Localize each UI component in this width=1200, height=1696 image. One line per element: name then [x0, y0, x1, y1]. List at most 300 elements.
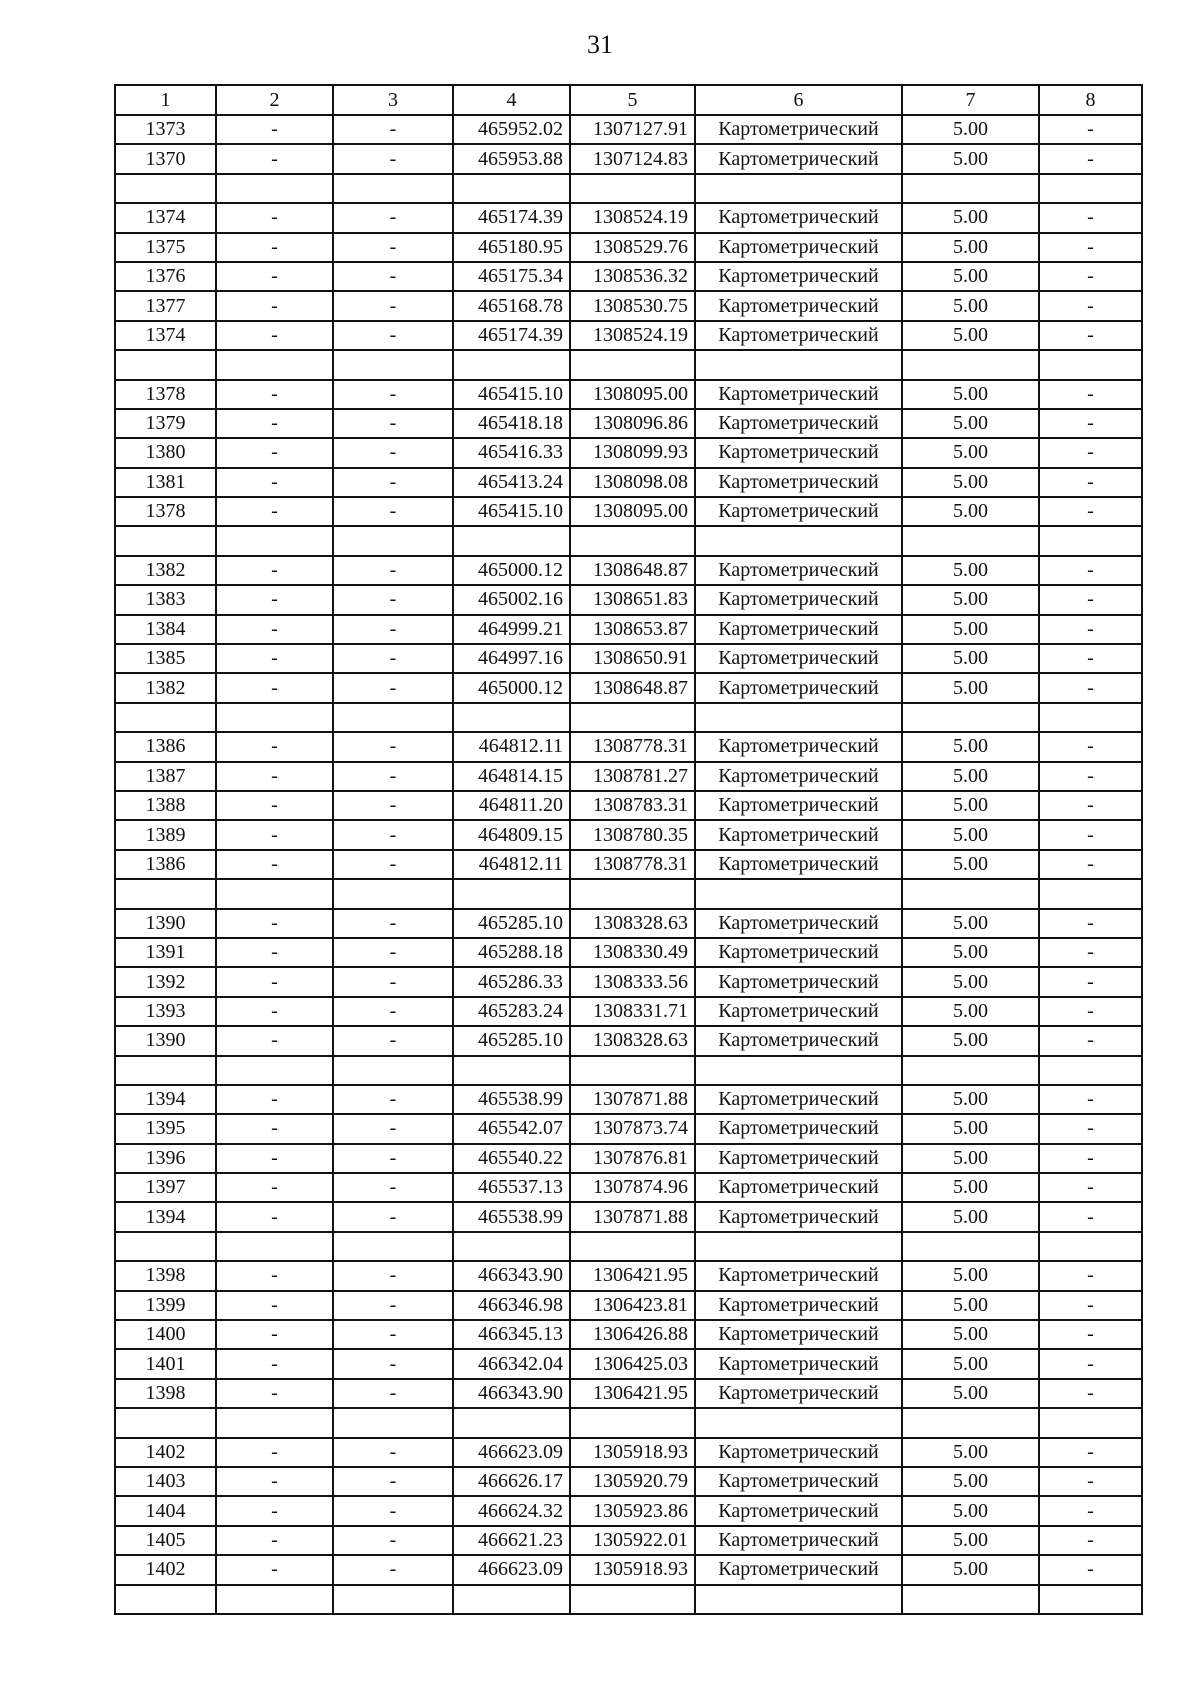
- col8-cell: -: [1039, 1144, 1142, 1173]
- x-coordinate-cell: 466343.90: [453, 1261, 570, 1290]
- point-number-cell: 1400: [115, 1320, 216, 1349]
- table-separator-row: [115, 1232, 1142, 1261]
- y-coordinate-cell: 1308783.31: [570, 791, 695, 820]
- method-cell: Картометрический: [695, 644, 902, 673]
- method-cell: Картометрический: [695, 409, 902, 438]
- table-row: [115, 203, 1142, 232]
- y-coordinate-cell: 1307874.96: [570, 1173, 695, 1202]
- col2-cell: -: [216, 1173, 333, 1202]
- col2-cell: -: [216, 644, 333, 673]
- y-coordinate-cell: 1308529.76: [570, 233, 695, 262]
- table-row: [115, 1555, 1142, 1584]
- table-row: [115, 1438, 1142, 1467]
- point-number-cell: 1374: [115, 203, 216, 232]
- method-cell: Картометрический: [695, 909, 902, 938]
- col3-cell: -: [333, 820, 453, 849]
- col2-cell: -: [216, 497, 333, 526]
- x-coordinate-cell: 465538.99: [453, 1202, 570, 1231]
- y-coordinate-cell: 1308651.83: [570, 585, 695, 614]
- col3-cell: -: [333, 1496, 453, 1525]
- method-cell: Картометрический: [695, 1496, 902, 1525]
- method-cell: Картометрический: [695, 997, 902, 1026]
- point-number-cell: [115, 879, 216, 908]
- col3-cell: -: [333, 1144, 453, 1173]
- accuracy-cell: 5.00: [902, 1114, 1039, 1143]
- col2-cell: -: [216, 1555, 333, 1584]
- accuracy-cell: 5.00: [902, 585, 1039, 614]
- x-coordinate-cell: 464814.15: [453, 762, 570, 791]
- method-cell: Картометрический: [695, 1114, 902, 1143]
- col8-cell: -: [1039, 409, 1142, 438]
- x-coordinate-cell: 465415.10: [453, 497, 570, 526]
- method-cell: Картометрический: [695, 1379, 902, 1408]
- y-coordinate-cell: 1308095.00: [570, 497, 695, 526]
- y-coordinate-cell: [570, 526, 695, 555]
- accuracy-cell: 5.00: [902, 1438, 1039, 1467]
- y-coordinate-cell: 1307873.74: [570, 1114, 695, 1143]
- col8-cell: -: [1039, 438, 1142, 467]
- col8-cell: [1039, 350, 1142, 379]
- col3-cell: -: [333, 850, 453, 879]
- method-cell: Картометрический: [695, 203, 902, 232]
- y-coordinate-cell: 1307127.91: [570, 115, 695, 144]
- accuracy-cell: [902, 1408, 1039, 1437]
- point-number-cell: 1390: [115, 909, 216, 938]
- x-coordinate-cell: [453, 1585, 570, 1614]
- col3-cell: -: [333, 262, 453, 291]
- col2-cell: -: [216, 468, 333, 497]
- point-number-cell: 1388: [115, 791, 216, 820]
- col3-cell: -: [333, 615, 453, 644]
- y-coordinate-cell: 1308095.00: [570, 380, 695, 409]
- x-coordinate-cell: 465538.99: [453, 1085, 570, 1114]
- x-coordinate-cell: 465285.10: [453, 1026, 570, 1055]
- col2-cell: [216, 350, 333, 379]
- col8-cell: [1039, 879, 1142, 908]
- table-row: [115, 233, 1142, 262]
- coordinates-table: [114, 84, 1143, 1615]
- table-row: [115, 1173, 1142, 1202]
- col2-cell: -: [216, 850, 333, 879]
- table-row: [115, 1349, 1142, 1378]
- x-coordinate-cell: 464997.16: [453, 644, 570, 673]
- column-header: 6: [695, 85, 902, 115]
- accuracy-cell: 5.00: [902, 1555, 1039, 1584]
- table-row: [115, 732, 1142, 761]
- col8-cell: -: [1039, 1526, 1142, 1555]
- col2-cell: -: [216, 967, 333, 996]
- col8-cell: -: [1039, 468, 1142, 497]
- table-row: [115, 144, 1142, 173]
- y-coordinate-cell: 1308096.86: [570, 409, 695, 438]
- table-row: [115, 438, 1142, 467]
- x-coordinate-cell: 466343.90: [453, 1379, 570, 1408]
- x-coordinate-cell: 466346.98: [453, 1291, 570, 1320]
- point-number-cell: 1399: [115, 1291, 216, 1320]
- point-number-cell: [115, 1585, 216, 1614]
- point-number-cell: [115, 1056, 216, 1085]
- point-number-cell: 1393: [115, 997, 216, 1026]
- x-coordinate-cell: 465000.12: [453, 556, 570, 585]
- col8-cell: -: [1039, 1349, 1142, 1378]
- accuracy-cell: [902, 1232, 1039, 1261]
- col8-cell: -: [1039, 762, 1142, 791]
- x-coordinate-cell: 466624.32: [453, 1496, 570, 1525]
- table-row: [115, 909, 1142, 938]
- accuracy-cell: 5.00: [902, 644, 1039, 673]
- col8-cell: -: [1039, 1173, 1142, 1202]
- method-cell: Картометрический: [695, 321, 902, 350]
- col8-cell: -: [1039, 380, 1142, 409]
- col8-cell: -: [1039, 1026, 1142, 1055]
- col2-cell: -: [216, 1261, 333, 1290]
- x-coordinate-cell: 465285.10: [453, 909, 570, 938]
- col8-cell: -: [1039, 115, 1142, 144]
- x-coordinate-cell: 465537.13: [453, 1173, 570, 1202]
- y-coordinate-cell: 1306421.95: [570, 1379, 695, 1408]
- column-header: 4: [453, 85, 570, 115]
- point-number-cell: 1382: [115, 673, 216, 702]
- y-coordinate-cell: 1308650.91: [570, 644, 695, 673]
- accuracy-cell: 5.00: [902, 556, 1039, 585]
- method-cell: Картометрический: [695, 468, 902, 497]
- col8-cell: -: [1039, 1379, 1142, 1408]
- y-coordinate-cell: 1308653.87: [570, 615, 695, 644]
- y-coordinate-cell: 1306421.95: [570, 1261, 695, 1290]
- table-row: [115, 1379, 1142, 1408]
- accuracy-cell: 5.00: [902, 115, 1039, 144]
- col8-cell: [1039, 1408, 1142, 1437]
- col3-cell: -: [333, 997, 453, 1026]
- col2-cell: -: [216, 144, 333, 173]
- col2-cell: -: [216, 938, 333, 967]
- column-header: 3: [333, 85, 453, 115]
- col8-cell: -: [1039, 673, 1142, 702]
- col2-cell: [216, 703, 333, 732]
- method-cell: Картометрический: [695, 291, 902, 320]
- method-cell: Картометрический: [695, 850, 902, 879]
- accuracy-cell: 5.00: [902, 938, 1039, 967]
- method-cell: Картометрический: [695, 791, 902, 820]
- x-coordinate-cell: [453, 1056, 570, 1085]
- col3-cell: -: [333, 1379, 453, 1408]
- col3-cell: -: [333, 1320, 453, 1349]
- col2-cell: [216, 879, 333, 908]
- col8-cell: -: [1039, 1320, 1142, 1349]
- table-separator-row: [115, 1056, 1142, 1085]
- col8-cell: -: [1039, 262, 1142, 291]
- col2-cell: [216, 1056, 333, 1085]
- method-cell: [695, 174, 902, 203]
- point-number-cell: 1383: [115, 585, 216, 614]
- accuracy-cell: 5.00: [902, 673, 1039, 702]
- table-row: [115, 1026, 1142, 1055]
- y-coordinate-cell: 1308648.87: [570, 673, 695, 702]
- point-number-cell: 1396: [115, 1144, 216, 1173]
- point-number-cell: 1374: [115, 321, 216, 350]
- x-coordinate-cell: [453, 174, 570, 203]
- point-number-cell: 1378: [115, 380, 216, 409]
- accuracy-cell: 5.00: [902, 1291, 1039, 1320]
- accuracy-cell: 5.00: [902, 468, 1039, 497]
- y-coordinate-cell: 1308778.31: [570, 850, 695, 879]
- point-number-cell: 1391: [115, 938, 216, 967]
- x-coordinate-cell: 465174.39: [453, 321, 570, 350]
- x-coordinate-cell: 464812.11: [453, 732, 570, 761]
- col3-cell: -: [333, 967, 453, 996]
- method-cell: Картометрический: [695, 438, 902, 467]
- table-row: [115, 1202, 1142, 1231]
- col3-cell: -: [333, 1526, 453, 1555]
- col3-cell: [333, 879, 453, 908]
- accuracy-cell: 5.00: [902, 233, 1039, 262]
- col8-cell: -: [1039, 321, 1142, 350]
- point-number-cell: 1370: [115, 144, 216, 173]
- method-cell: [695, 879, 902, 908]
- point-number-cell: [115, 526, 216, 555]
- x-coordinate-cell: [453, 703, 570, 732]
- method-cell: Картометрический: [695, 556, 902, 585]
- table-row: [115, 762, 1142, 791]
- col8-cell: [1039, 526, 1142, 555]
- table-row: [115, 1114, 1142, 1143]
- point-number-cell: 1405: [115, 1526, 216, 1555]
- col2-cell: -: [216, 1291, 333, 1320]
- table-row: [115, 115, 1142, 144]
- y-coordinate-cell: 1306423.81: [570, 1291, 695, 1320]
- col2-cell: -: [216, 1526, 333, 1555]
- table-separator-row: [115, 879, 1142, 908]
- y-coordinate-cell: 1308648.87: [570, 556, 695, 585]
- table-row: [115, 585, 1142, 614]
- x-coordinate-cell: 466623.09: [453, 1438, 570, 1467]
- col8-cell: -: [1039, 233, 1142, 262]
- table-row: [115, 1320, 1142, 1349]
- accuracy-cell: 5.00: [902, 732, 1039, 761]
- col3-cell: -: [333, 644, 453, 673]
- col8-cell: [1039, 1056, 1142, 1085]
- col8-cell: -: [1039, 1555, 1142, 1584]
- col2-cell: -: [216, 1114, 333, 1143]
- y-coordinate-cell: 1306426.88: [570, 1320, 695, 1349]
- method-cell: [695, 1056, 902, 1085]
- accuracy-cell: 5.00: [902, 1349, 1039, 1378]
- point-number-cell: 1375: [115, 233, 216, 262]
- y-coordinate-cell: 1308524.19: [570, 203, 695, 232]
- col8-cell: -: [1039, 585, 1142, 614]
- col8-cell: -: [1039, 1085, 1142, 1114]
- table-separator-row: [115, 1585, 1142, 1614]
- point-number-cell: 1395: [115, 1114, 216, 1143]
- method-cell: Картометрический: [695, 1144, 902, 1173]
- table-row: [115, 997, 1142, 1026]
- accuracy-cell: 5.00: [902, 967, 1039, 996]
- x-coordinate-cell: 465175.34: [453, 262, 570, 291]
- col3-cell: -: [333, 938, 453, 967]
- y-coordinate-cell: 1308530.75: [570, 291, 695, 320]
- col2-cell: -: [216, 321, 333, 350]
- y-coordinate-cell: 1305922.01: [570, 1526, 695, 1555]
- col2-cell: -: [216, 1349, 333, 1378]
- y-coordinate-cell: 1308098.08: [570, 468, 695, 497]
- y-coordinate-cell: 1307871.88: [570, 1202, 695, 1231]
- table-separator-row: [115, 526, 1142, 555]
- table-separator-row: [115, 174, 1142, 203]
- x-coordinate-cell: 465953.88: [453, 144, 570, 173]
- col3-cell: -: [333, 1173, 453, 1202]
- col8-cell: -: [1039, 291, 1142, 320]
- method-cell: [695, 1408, 902, 1437]
- col3-cell: -: [333, 762, 453, 791]
- col8-cell: -: [1039, 144, 1142, 173]
- y-coordinate-cell: [570, 703, 695, 732]
- accuracy-cell: [902, 703, 1039, 732]
- x-coordinate-cell: 465180.95: [453, 233, 570, 262]
- y-coordinate-cell: [570, 1585, 695, 1614]
- y-coordinate-cell: 1308333.56: [570, 967, 695, 996]
- col3-cell: -: [333, 585, 453, 614]
- x-coordinate-cell: 466626.17: [453, 1467, 570, 1496]
- col3-cell: -: [333, 1467, 453, 1496]
- point-number-cell: 1389: [115, 820, 216, 849]
- table-row: [115, 820, 1142, 849]
- col2-cell: -: [216, 1320, 333, 1349]
- x-coordinate-cell: [453, 1232, 570, 1261]
- point-number-cell: 1392: [115, 967, 216, 996]
- col8-cell: -: [1039, 1496, 1142, 1525]
- col2-cell: [216, 1408, 333, 1437]
- col3-cell: -: [333, 438, 453, 467]
- col2-cell: -: [216, 1026, 333, 1055]
- method-cell: Картометрический: [695, 967, 902, 996]
- method-cell: Картометрический: [695, 144, 902, 173]
- y-coordinate-cell: 1305923.86: [570, 1496, 695, 1525]
- col2-cell: -: [216, 615, 333, 644]
- x-coordinate-cell: 465418.18: [453, 409, 570, 438]
- method-cell: Картометрический: [695, 762, 902, 791]
- x-coordinate-cell: 465540.22: [453, 1144, 570, 1173]
- table-row: [115, 291, 1142, 320]
- col8-cell: -: [1039, 967, 1142, 996]
- col8-cell: -: [1039, 1291, 1142, 1320]
- method-cell: Картометрический: [695, 380, 902, 409]
- table-row: [115, 938, 1142, 967]
- y-coordinate-cell: 1305918.93: [570, 1438, 695, 1467]
- x-coordinate-cell: 465283.24: [453, 997, 570, 1026]
- col8-cell: -: [1039, 820, 1142, 849]
- col3-cell: -: [333, 909, 453, 938]
- col2-cell: [216, 1585, 333, 1614]
- point-number-cell: [115, 1232, 216, 1261]
- method-cell: Картометрический: [695, 1202, 902, 1231]
- col3-cell: [333, 350, 453, 379]
- method-cell: Картометрический: [695, 1320, 902, 1349]
- col2-cell: -: [216, 1085, 333, 1114]
- point-number-cell: 1386: [115, 732, 216, 761]
- col2-cell: -: [216, 409, 333, 438]
- col8-cell: -: [1039, 791, 1142, 820]
- y-coordinate-cell: 1308099.93: [570, 438, 695, 467]
- col2-cell: -: [216, 291, 333, 320]
- col2-cell: -: [216, 1467, 333, 1496]
- col2-cell: -: [216, 1438, 333, 1467]
- col3-cell: -: [333, 233, 453, 262]
- x-coordinate-cell: 465542.07: [453, 1114, 570, 1143]
- accuracy-cell: 5.00: [902, 1496, 1039, 1525]
- accuracy-cell: 5.00: [902, 409, 1039, 438]
- x-coordinate-cell: 465000.12: [453, 673, 570, 702]
- col3-cell: -: [333, 291, 453, 320]
- y-coordinate-cell: [570, 1408, 695, 1437]
- y-coordinate-cell: 1307124.83: [570, 144, 695, 173]
- x-coordinate-cell: 465168.78: [453, 291, 570, 320]
- accuracy-cell: 5.00: [902, 615, 1039, 644]
- accuracy-cell: 5.00: [902, 1320, 1039, 1349]
- accuracy-cell: 5.00: [902, 762, 1039, 791]
- method-cell: Картометрический: [695, 938, 902, 967]
- table-row: [115, 497, 1142, 526]
- table-row: [115, 850, 1142, 879]
- col8-cell: -: [1039, 556, 1142, 585]
- method-cell: Картометрический: [695, 1349, 902, 1378]
- col8-cell: [1039, 703, 1142, 732]
- accuracy-cell: 5.00: [902, 850, 1039, 879]
- col8-cell: -: [1039, 938, 1142, 967]
- col8-cell: [1039, 1585, 1142, 1614]
- column-header: 5: [570, 85, 695, 115]
- col2-cell: -: [216, 203, 333, 232]
- col8-cell: -: [1039, 1438, 1142, 1467]
- x-coordinate-cell: 465002.16: [453, 585, 570, 614]
- col3-cell: -: [333, 409, 453, 438]
- column-header: 1: [115, 85, 216, 115]
- table-row: [115, 1526, 1142, 1555]
- x-coordinate-cell: 464999.21: [453, 615, 570, 644]
- y-coordinate-cell: 1307871.88: [570, 1085, 695, 1114]
- col3-cell: -: [333, 732, 453, 761]
- x-coordinate-cell: 466621.23: [453, 1526, 570, 1555]
- accuracy-cell: [902, 1056, 1039, 1085]
- point-number-cell: 1390: [115, 1026, 216, 1055]
- table-row: [115, 409, 1142, 438]
- col3-cell: -: [333, 115, 453, 144]
- table-row: [115, 262, 1142, 291]
- method-cell: Картометрический: [695, 1555, 902, 1584]
- col3-cell: -: [333, 380, 453, 409]
- accuracy-cell: 5.00: [902, 1173, 1039, 1202]
- table-row: [115, 321, 1142, 350]
- col8-cell: -: [1039, 1202, 1142, 1231]
- col8-cell: -: [1039, 203, 1142, 232]
- column-header: 2: [216, 85, 333, 115]
- col8-cell: -: [1039, 1114, 1142, 1143]
- x-coordinate-cell: [453, 1408, 570, 1437]
- x-coordinate-cell: [453, 526, 570, 555]
- accuracy-cell: [902, 174, 1039, 203]
- col2-cell: -: [216, 673, 333, 702]
- col8-cell: -: [1039, 1467, 1142, 1496]
- col2-cell: -: [216, 438, 333, 467]
- point-number-cell: 1373: [115, 115, 216, 144]
- y-coordinate-cell: 1308780.35: [570, 820, 695, 849]
- col2-cell: -: [216, 1379, 333, 1408]
- accuracy-cell: 5.00: [902, 1379, 1039, 1408]
- point-number-cell: [115, 1408, 216, 1437]
- x-coordinate-cell: 465413.24: [453, 468, 570, 497]
- col8-cell: -: [1039, 644, 1142, 673]
- col3-cell: -: [333, 1026, 453, 1055]
- x-coordinate-cell: 465952.02: [453, 115, 570, 144]
